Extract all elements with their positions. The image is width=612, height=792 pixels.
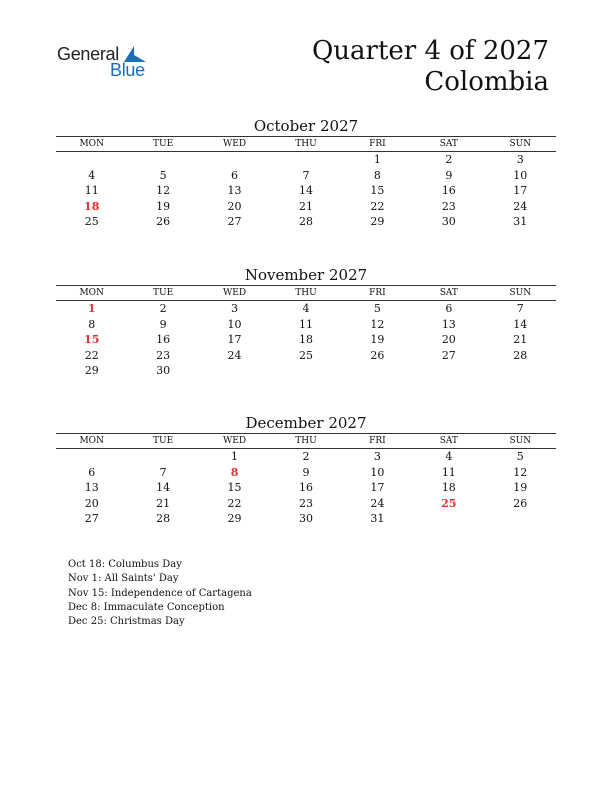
calendar-week-row [56,183,556,199]
day-cell: 14 [298,184,313,198]
day-cell: 6 [231,168,239,182]
weekday-header: FRI [342,286,413,301]
calendar-grid [56,433,556,527]
weekday-header: FRI [342,137,413,152]
day-cell: 28 [513,348,528,362]
day-cell: 15 [370,184,385,198]
weekday-header: THU [270,286,341,301]
day-cell: 3 [231,302,239,315]
weekday-header: SUN [485,286,556,301]
weekday-header: SAT [413,137,484,152]
holiday-day-cell: 18 [84,199,100,213]
day-cell: 21 [156,496,171,510]
weekday-header: TUE [127,137,198,152]
day-cell: 23 [156,348,171,362]
day-cell: 24 [513,199,528,213]
weekday-header: FRI [342,434,413,449]
day-cell: 3 [373,450,381,463]
holiday-day-cell: 25 [441,496,457,510]
day-cell: 17 [513,184,528,198]
holiday-list-item: Nov 1: All Saints' Day [68,573,179,585]
quarter-title: Quarter 4 of 2027 [311,36,549,66]
weekday-header: WED [199,137,270,152]
day-cell: 27 [84,512,99,526]
day-cell: 2 [445,153,453,166]
day-cell: 22 [84,348,99,362]
logo-text-general: General [57,44,119,64]
day-cell: 27 [227,215,242,229]
day-cell: 21 [298,199,313,213]
day-cell: 30 [156,364,171,378]
day-cell: 31 [513,215,528,229]
calendar-week-row [56,214,556,230]
day-cell: 17 [227,333,242,347]
empty-day-cell [56,152,127,168]
day-cell: 12 [156,184,171,198]
day-cell: 3 [516,153,524,166]
calendar-grid [56,285,556,379]
day-cell: 31 [370,512,385,526]
day-cell: 10 [227,317,242,331]
day-cell: 8 [373,168,381,182]
weekday-header: MON [56,434,127,449]
weekday-header: SAT [413,286,484,301]
calendar-week-row [56,317,556,333]
day-cell: 1 [373,153,381,166]
calendar-week-row [56,480,556,496]
day-cell: 21 [513,333,528,347]
calendar-grid [56,136,556,230]
day-cell: 11 [84,184,99,198]
empty-day-cell [270,152,341,168]
holiday-list-item: Dec 25: Christmas Day [68,616,185,628]
weekday-header: MON [56,137,127,152]
day-cell: 30 [298,512,313,526]
day-cell: 13 [227,184,242,198]
empty-day-cell [127,449,198,465]
day-cell: 8 [88,317,96,331]
day-cell: 29 [84,364,99,378]
holiday-day-cell: 1 [87,302,96,315]
day-cell: 26 [370,348,385,362]
month-calendar-october [56,116,556,230]
day-cell: 27 [441,348,456,362]
day-cell: 9 [445,168,453,182]
calendar-week-row [56,449,556,465]
day-cell: 7 [302,168,310,182]
day-cell: 19 [513,481,528,495]
logo-text-blue: Blue [110,60,145,80]
day-cell: 28 [156,512,171,526]
holiday-list-item: Oct 18: Columbus Day [68,559,182,570]
day-cell: 13 [84,481,99,495]
empty-day-cell [199,363,270,379]
country-title: Colombia [424,67,549,97]
holiday-day-cell: 15 [84,333,100,347]
day-cell: 20 [84,496,99,510]
day-cell: 26 [156,215,171,229]
day-cell: 30 [441,215,456,229]
empty-day-cell [342,363,413,379]
day-cell: 26 [513,496,528,510]
calendar-week-row [56,152,556,168]
weekday-header: SUN [485,137,556,152]
weekday-header: SUN [485,434,556,449]
day-cell: 12 [513,465,528,479]
day-cell: 14 [513,317,528,331]
weekday-header: WED [199,286,270,301]
calendar-week-row [56,511,556,527]
empty-day-cell [485,363,556,379]
day-cell: 23 [298,496,313,510]
day-cell: 22 [227,496,242,510]
day-cell: 14 [156,481,171,495]
day-cell: 19 [156,199,171,213]
holiday-list-item: Nov 15: Independence of Cartagena [68,587,252,599]
day-cell: 24 [370,496,385,510]
weekday-header: THU [270,137,341,152]
day-cell: 24 [227,348,242,362]
day-cell: 10 [513,168,528,182]
empty-day-cell [413,363,484,379]
day-cell: 9 [302,465,310,479]
empty-day-cell [413,511,484,527]
day-cell: 5 [373,302,381,315]
day-cell: 20 [441,333,456,347]
day-cell: 18 [298,333,313,347]
day-cell: 10 [370,465,385,479]
day-cell: 6 [445,302,453,315]
generalblue-logo [57,43,167,83]
month-calendar-december [56,413,556,527]
day-cell: 2 [159,302,167,315]
day-cell: 12 [370,317,385,331]
day-cell: 17 [370,481,385,495]
day-cell: 22 [370,199,385,213]
day-cell: 7 [159,465,167,479]
month-title: December 2027 [245,414,367,432]
day-cell: 25 [298,348,313,362]
empty-day-cell [270,363,341,379]
weekday-header: TUE [127,286,198,301]
month-title: November 2027 [244,266,368,284]
day-cell: 9 [159,317,167,331]
day-cell: 28 [298,215,313,229]
day-cell: 29 [227,512,242,526]
weekday-header: SAT [413,434,484,449]
day-cell: 7 [516,302,524,315]
empty-day-cell [56,449,127,465]
day-cell: 16 [156,333,171,347]
calendar-week-row [56,199,556,215]
day-cell: 11 [441,465,456,479]
day-cell: 13 [441,317,456,331]
month-calendar-november [56,265,556,379]
calendar-week-row [56,348,556,364]
day-cell: 4 [88,168,96,182]
empty-day-cell [199,152,270,168]
day-cell: 4 [445,450,453,463]
weekday-header: WED [199,434,270,449]
day-cell: 23 [441,199,456,213]
holiday-list [68,558,252,629]
day-cell: 20 [227,199,242,213]
empty-day-cell [127,152,198,168]
day-cell: 16 [441,184,456,198]
calendar-week-row [56,168,556,184]
day-cell: 6 [88,465,96,479]
calendar-week-row [56,465,556,481]
page-title [312,36,549,98]
holiday-list-item: Dec 8: Immaculate Conception [68,601,225,613]
month-title: October 2027 [253,117,359,135]
day-cell: 15 [227,481,242,495]
calendar-week-row [56,332,556,348]
day-cell: 5 [159,168,167,182]
day-cell: 5 [516,450,524,463]
calendar-week-row [56,496,556,512]
day-cell: 19 [370,333,385,347]
day-cell: 11 [298,317,313,331]
day-cell: 1 [231,450,239,463]
holiday-day-cell: 8 [230,465,239,479]
day-cell: 2 [302,450,310,463]
calendar-week-row [56,363,556,379]
day-cell: 18 [441,481,456,495]
day-cell: 16 [298,481,313,495]
calendar-week-row [56,301,556,317]
day-cell: 4 [302,302,310,315]
day-cell: 29 [370,215,385,229]
weekday-header: THU [270,434,341,449]
weekday-header: TUE [127,434,198,449]
day-cell: 25 [84,215,99,229]
empty-day-cell [485,511,556,527]
weekday-header: MON [56,286,127,301]
